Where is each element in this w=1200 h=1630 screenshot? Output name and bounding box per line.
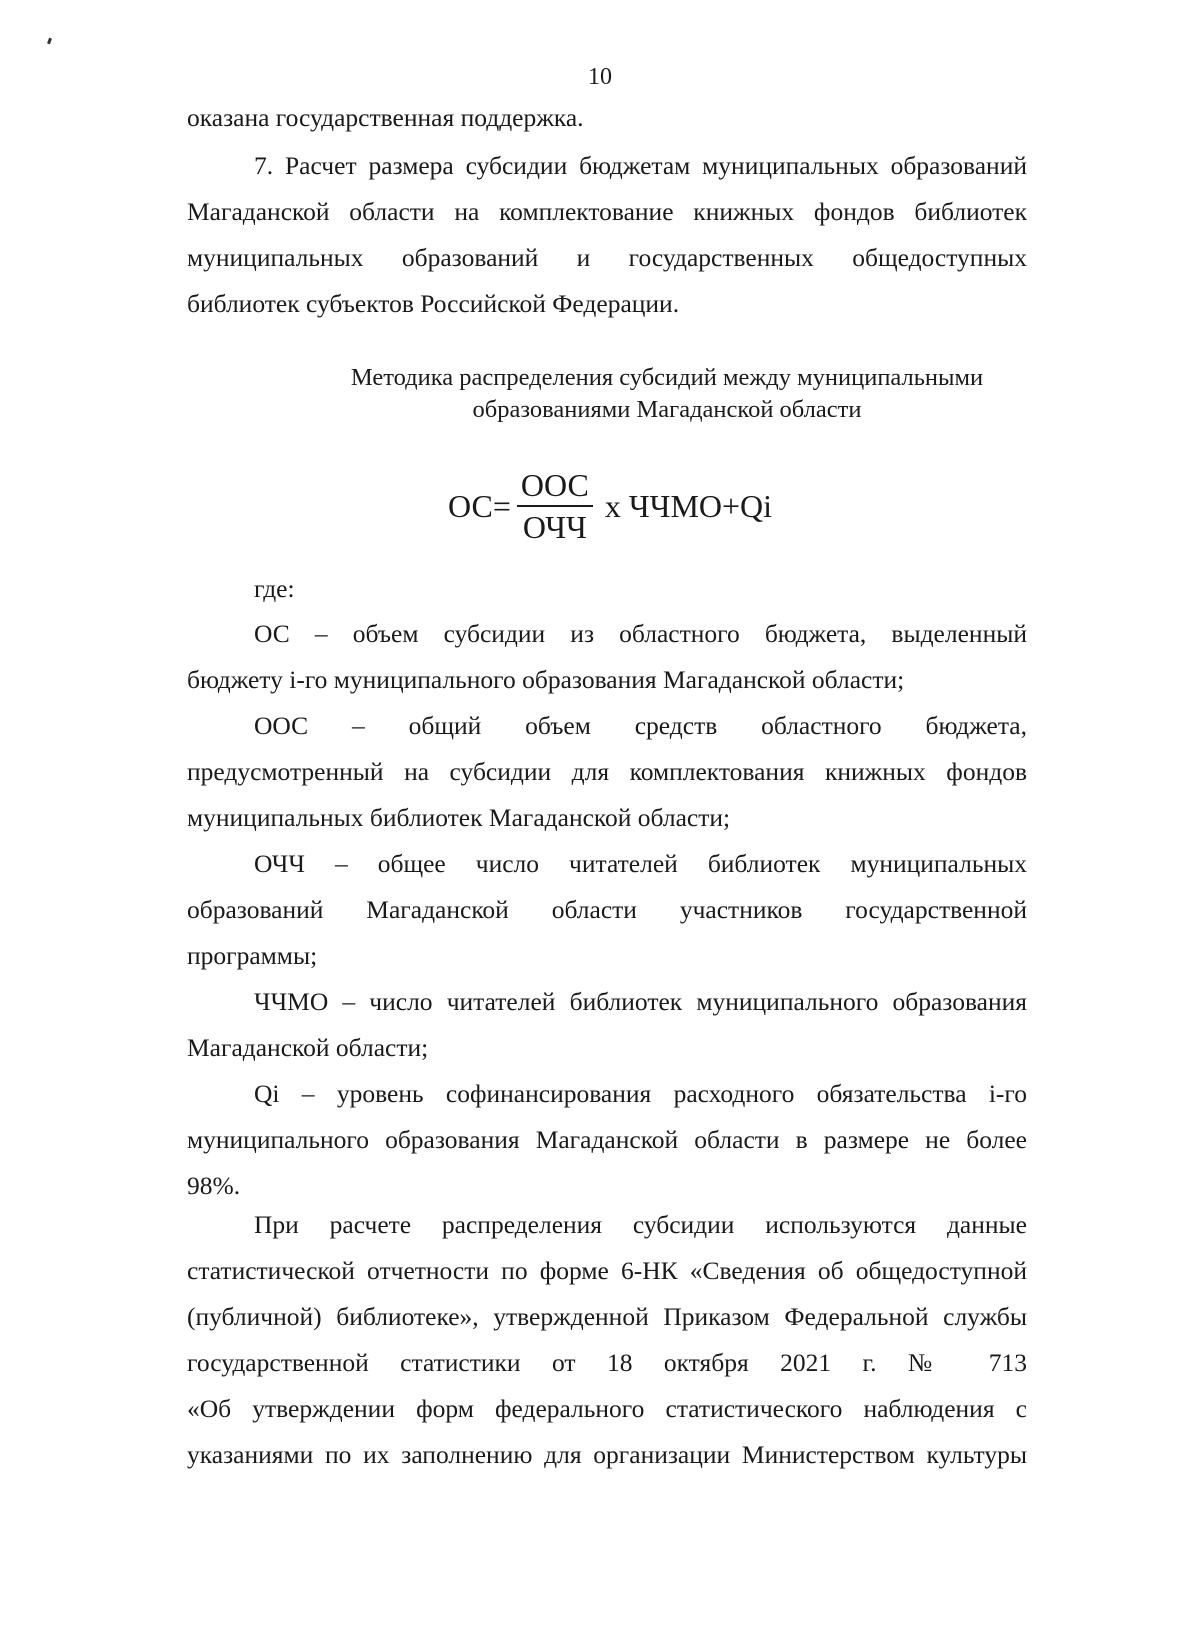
where-label-block bbox=[187, 566, 1027, 612]
definition-line: ОЧЧ – общее число читателей библиотек муниципальных bbox=[254, 849, 1027, 878]
definition-line: образований Магаданской области участников государственной bbox=[187, 895, 1027, 924]
heading-line: Методика распределения субсидий между муниципальными bbox=[350, 364, 984, 391]
definition-line: Магаданской области; bbox=[187, 1033, 429, 1062]
text-line: 7. Расчет размера субсидии бюджетам муниципальных образований bbox=[254, 151, 1027, 180]
definition-line: ООС – общий объем средств областного бюджета, bbox=[254, 711, 1027, 740]
definitions-list bbox=[187, 611, 1027, 1209]
definition-line: ЧЧМО – число читателей библиотек муниципального образования bbox=[254, 987, 1027, 1016]
text-line: указаниями по их заполнению для организации Министерством культуры bbox=[187, 1440, 1027, 1469]
text-line: «Об утверждении форм федерального статистического наблюдения с bbox=[187, 1394, 1027, 1423]
definition-line: программы; bbox=[187, 941, 318, 970]
definition-line: муниципального образования Магаданской области в размере не более bbox=[187, 1125, 1027, 1154]
definition-line: 98%. bbox=[187, 1171, 241, 1200]
text-line: Магаданской области на комплектование книжных фондов библиотек bbox=[187, 197, 1027, 226]
text-line: оказана государственная поддержка. bbox=[187, 103, 584, 132]
heading-line: образованиями Магаданской области bbox=[472, 396, 862, 423]
text-line: При расчете распределения субсидии используются данные bbox=[254, 1210, 1027, 1239]
definition-line: ОС – объем субсидии из областного бюджета, выделенный bbox=[254, 619, 1027, 648]
text-line: статистической отчетности по форме 6-НК «Сведения об общедоступной bbox=[187, 1256, 1027, 1285]
formula-denominator: ОЧЧ bbox=[522, 509, 587, 545]
text-line: государственной статистики от 18 октября 2021 г. № 713 bbox=[187, 1348, 1027, 1377]
subsidy-formula bbox=[448, 462, 772, 550]
formula-rest: х ЧЧМО+Qi bbox=[604, 488, 773, 524]
definition-line: Qi – уровень софинансирования расходного обязательства i-го bbox=[254, 1079, 1027, 1108]
section-7-paragraph bbox=[187, 143, 1027, 327]
methodology-heading bbox=[187, 362, 1027, 426]
where-label: где: bbox=[254, 574, 295, 603]
scan-speck bbox=[47, 38, 52, 45]
definition-line: предусмотренный на субсидии для комплектования книжных фондов bbox=[187, 757, 1027, 786]
definition-line: муниципальных библиотек Магаданской области; bbox=[187, 803, 731, 832]
closing-paragraph bbox=[187, 1202, 1027, 1478]
continuation-paragraph bbox=[187, 95, 1027, 141]
text-line: (публичной) библиотеке», утвержденной Приказом Федеральной службы bbox=[187, 1302, 1027, 1331]
formula-equals: = bbox=[492, 488, 511, 524]
text-line: муниципальных образований и государственных общедоступных bbox=[187, 243, 1027, 272]
text-line: библиотек субъектов Российской Федерации. bbox=[187, 289, 680, 318]
formula-numerator: ООС bbox=[517, 469, 593, 507]
page-number: 10 bbox=[588, 64, 612, 90]
definition-line: бюджету i-го муниципального образования Магаданской области; bbox=[187, 665, 905, 694]
formula-lhs: ОС bbox=[448, 488, 493, 524]
formula-fraction bbox=[517, 469, 593, 543]
